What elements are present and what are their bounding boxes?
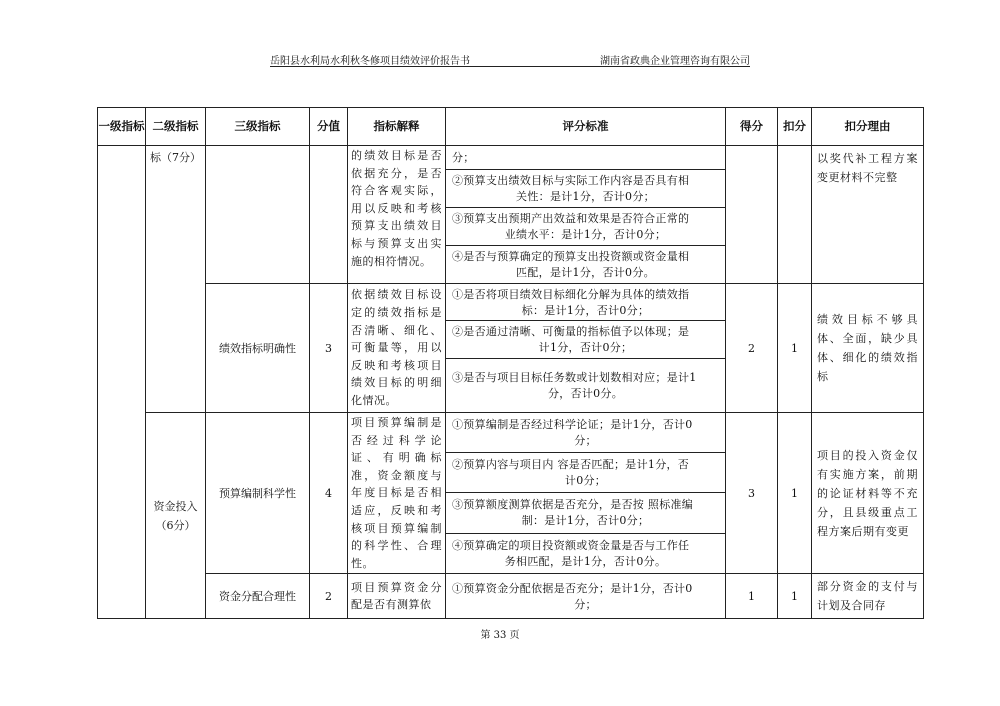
criteria-line-cont: 计1分，否计0分；	[538, 341, 633, 354]
criteria-line-cont: 分；	[574, 597, 597, 611]
score-cell	[310, 146, 348, 284]
criteria-line-cont: 标：是计1分，否计0分；	[521, 303, 650, 317]
criteria-line: ③预算额度测算依据是否充分，是否按 照标准编	[452, 498, 694, 512]
explanation-cell: 的绩效目标是否依据充分，是否符合客观实际，用以反映和考核预算支出绩效目标与预算支出实施的相符情况。	[348, 146, 446, 284]
col-header-explanation: 指标解释	[348, 108, 446, 146]
criteria-item	[446, 170, 726, 208]
level1-cell	[98, 146, 146, 619]
table-row	[98, 574, 924, 619]
criteria-line: ③是否与项目目标任务数或计划数相对应；是计1	[452, 371, 697, 384]
header-report-title: 岳阳县水利局水利秋冬修项目绩效评价报告书	[270, 56, 470, 67]
criteria-line: ①预算资金分配依据是否充分；是计1分，否计0	[452, 581, 693, 595]
col-header-score: 分值	[310, 108, 348, 146]
criteria-line: ④预算确定的项目投资额或资金量是否与工作任	[452, 539, 690, 553]
level3-cell: 预算编制科学性	[206, 413, 310, 574]
col-header-criteria: 评分标准	[446, 108, 726, 146]
criteria-line: 分；	[452, 151, 475, 164]
deduct-score-cell: 1	[778, 284, 812, 413]
header-company-name: 湖南省政典企业管理咨询有限公司	[600, 56, 750, 67]
criteria-line-cont: 分；	[574, 433, 597, 447]
explanation-cell: 依据绩效目标设定的绩效指标是否清晰、细化、可衡量等，用以反映和考核项目绩效目标的明细化情况。	[348, 284, 446, 413]
level3-cell: 资金分配合理性	[206, 574, 310, 619]
criteria-item	[446, 321, 726, 359]
score-cell: 4	[310, 413, 348, 574]
criteria-item	[446, 146, 726, 170]
criteria-item	[446, 413, 726, 453]
got-score-cell: 1	[726, 574, 778, 619]
criteria-line-cont: 关性：是计1分，否计0分；	[516, 190, 655, 203]
table-row	[98, 284, 924, 321]
table-row	[98, 146, 924, 170]
criteria-line: ①预算编制是否经过科学论证；是计1分，否计0	[452, 417, 693, 431]
table-header-row	[98, 108, 924, 146]
level2-cell: 资金投入（6分）	[146, 413, 206, 619]
criteria-item	[446, 359, 726, 413]
deduct-reason-cell: 项目的投入资金仅有实施方案，前期的论证材料等不充分，且县级重点工程方案后期有变更	[812, 413, 924, 574]
criteria-line: ②是否通过清晰、可衡量的指标值予以体现；是	[452, 325, 690, 338]
got-score-cell: 3	[726, 413, 778, 574]
page-number: 第 33 页	[480, 630, 520, 641]
criteria-line: ②预算支出绩效目标与实际工作内容是否具有相	[452, 174, 690, 187]
criteria-line: ②预算内容与项目内 容是否匹配；是计1分，否	[452, 457, 690, 471]
deduct-reason-cell: 绩效目标不够具体、全面，缺少具体、细化的绩效指标	[812, 284, 924, 413]
criteria-item	[446, 574, 726, 619]
score-cell: 2	[310, 574, 348, 619]
evaluation-table	[97, 107, 924, 619]
criteria-line-cont: 业绩水平：是计1分，否计0分；	[504, 228, 667, 241]
header-rule	[270, 66, 750, 67]
criteria-line: ③预算支出预期产出效益和效果是否符合正常的	[452, 212, 690, 225]
got-score-cell	[726, 146, 778, 284]
col-header-deduct: 扣分	[778, 108, 812, 146]
criteria-item	[446, 533, 726, 574]
col-header-got: 得分	[726, 108, 778, 146]
explanation-cell: 项目预算编制是否经过科学论证、有明确标准，资金额度与年度目标是否相适应，反映和考核项目预算编制的科学性、合理性。	[348, 413, 446, 574]
level3-cell: 绩效指标明确性	[206, 284, 310, 413]
deduct-score-cell	[778, 146, 812, 284]
criteria-item	[446, 208, 726, 246]
deduct-score-cell: 1	[778, 413, 812, 574]
col-header-reason: 扣分理由	[812, 108, 924, 146]
criteria-line: ①是否将项目绩效目标细化分解为具体的绩效指	[452, 287, 690, 301]
level3-cell	[206, 146, 310, 284]
level2-cell: 标（7分）	[146, 146, 206, 413]
criteria-line-cont: 匹配，是计1分，否计0分。	[516, 266, 655, 279]
criteria-item	[446, 452, 726, 493]
criteria-line-cont: 制：是计1分，否计0分；	[521, 514, 650, 528]
col-header-level2: 二级指标	[146, 108, 206, 146]
criteria-line-cont: 务相匹配，是计1分，否计0分。	[504, 555, 667, 569]
deduct-reason-cell: 部分资金的支付与计划及合同存	[812, 574, 924, 619]
criteria-item	[446, 246, 726, 284]
criteria-item	[446, 284, 726, 321]
table-row	[98, 413, 924, 453]
deduct-score-cell: 1	[778, 574, 812, 619]
criteria-line-cont: 分，否计0分。	[547, 387, 624, 400]
criteria-line-cont: 计0分；	[564, 473, 607, 487]
score-cell: 3	[310, 284, 348, 413]
got-score-cell: 2	[726, 284, 778, 413]
col-header-level3: 三级指标	[206, 108, 310, 146]
criteria-line: ④是否与预算确定的预算支出投资额或资金量相	[452, 250, 690, 263]
col-header-level1: 一级指标	[98, 108, 146, 146]
criteria-item	[446, 493, 726, 534]
deduct-reason-cell: 以奖代补工程方案变更材料不完整	[812, 146, 924, 284]
explanation-cell: 项目预算资金分配是否有测算依	[348, 574, 446, 619]
